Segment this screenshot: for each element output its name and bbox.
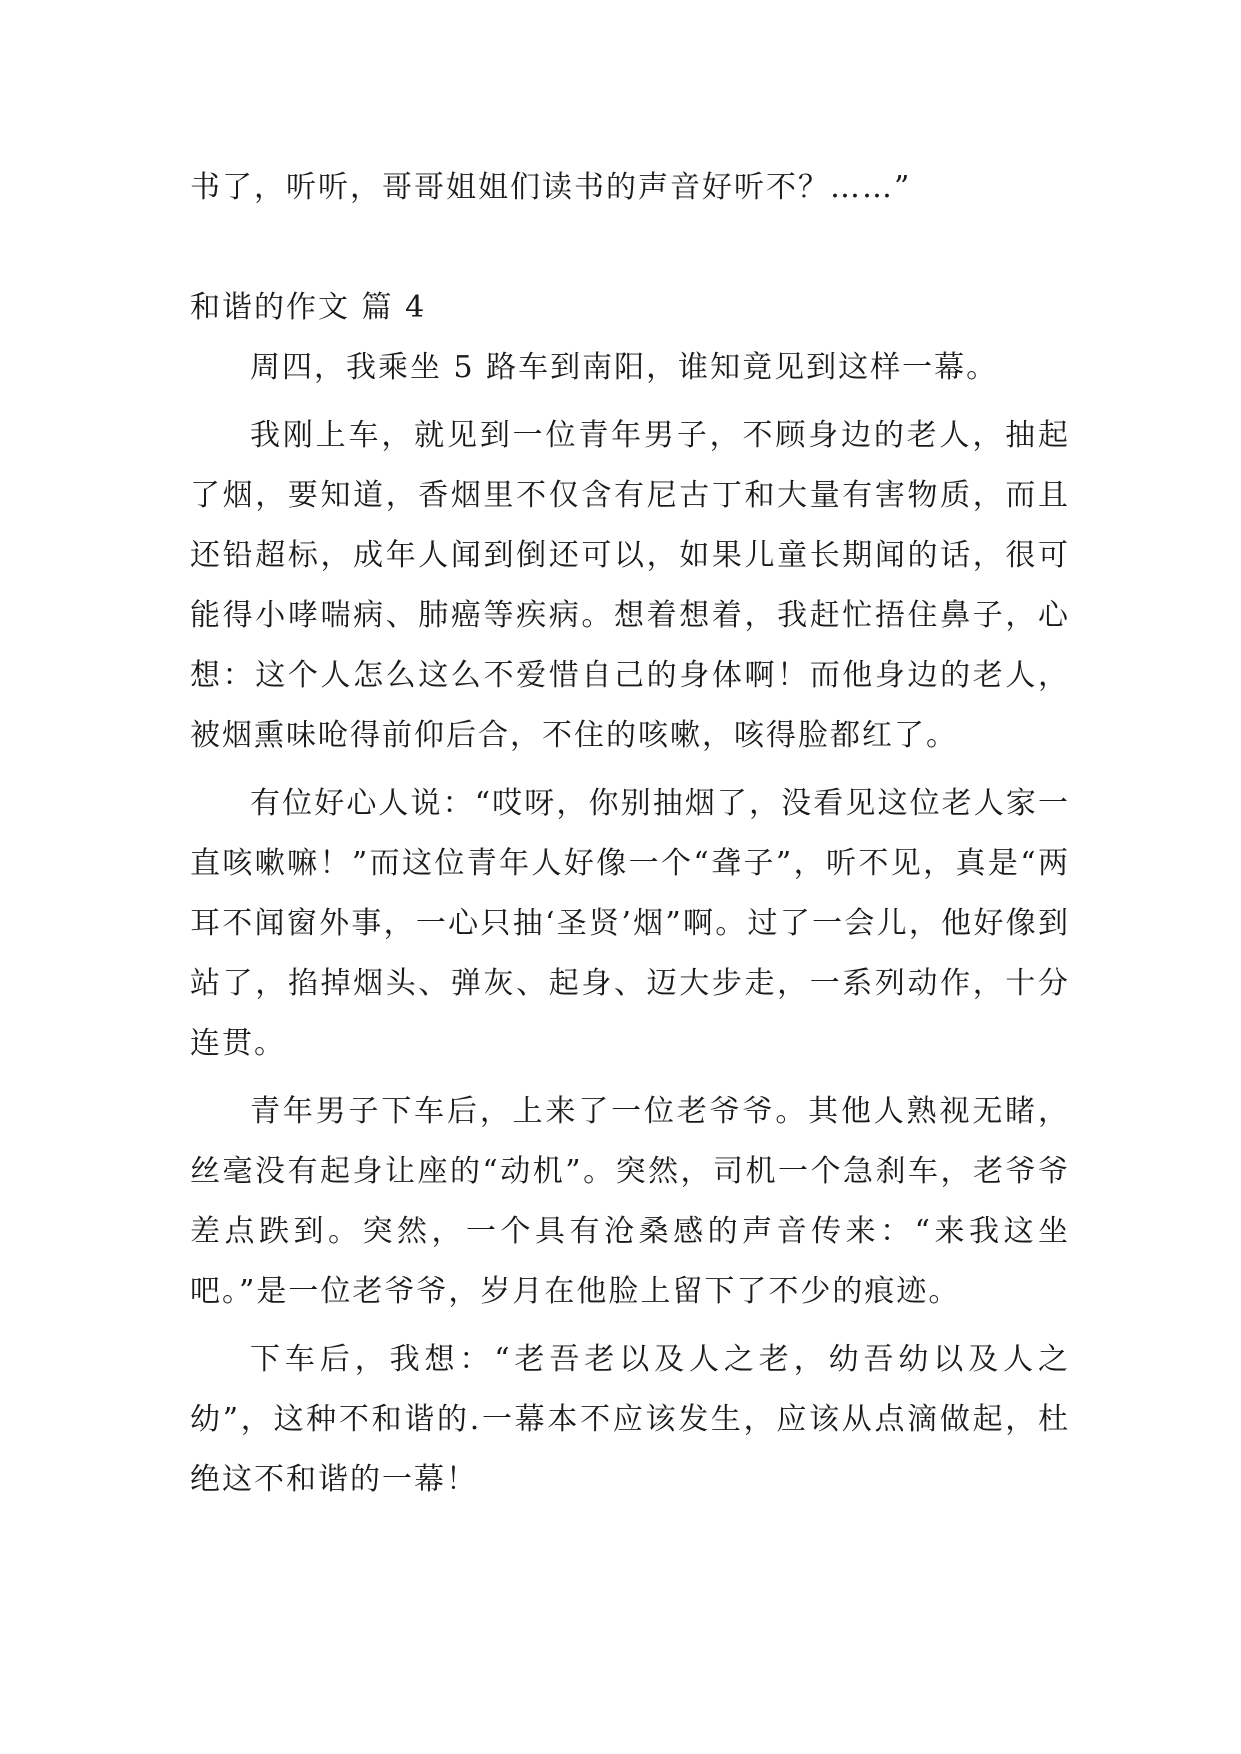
paragraph-1: 周四，我乘坐 5 路车到南阳，谁知竟见到这样一幕。 — [250, 350, 999, 385]
section-title: 和谐的作文 篇 4 — [190, 290, 427, 325]
paragraph-4: 青年男子下车后，上来了一位老爷爷。其他人熟视无睹，丝毫没有起身让座的“动机”。突然，司机一个急刹车，老爷爷差点跌到。突然，一个具有沧桑感的声音传来：“来我这坐吧。”是一位老爷爷，岁月在他脸上留下了不少的痕迹。 — [190, 1094, 1070, 1309]
paragraph-2: 我刚上车，就见到一位青年男子，不顾身边的老人，抽起了烟，要知道，香烟里不仅含有尼古丁和大量有害物质，而且还铅超标，成年人闻到倒还可以，如果儿童长期闻的话，很可能得小哮喘病、肺癌等疾病。想着想着，我赶忙捂住鼻子，心想：这个人怎么这么不爱惜自己的身体啊！而他身边的老人，被烟熏味呛得前仰后合，不住的咳嗽，咳得脸都红了。 — [190, 418, 1070, 753]
paragraph-5: 下车后，我想：“老吾老以及人之老，幼吾幼以及人之幼”，这种不和谐的.一幕本不应该发生，应该从点滴做起，杜绝这不和谐的一幕！ — [190, 1342, 1070, 1497]
continuation-line: 书了，听听，哥哥姐姐们读书的声音好听不？……” — [190, 170, 912, 205]
paragraph-3: 有位好心人说：“哎呀，你别抽烟了，没看见这位老人家一直咳嗽嘛！”而这位青年人好像一个“聋子”，听不见，真是“两耳不闻窗外事，一心只抽‘圣贤’烟”啊。过了一会儿，他好像到站了，掐掉烟头、弹灰、起身、迈大步走，一系列动作，十分连贯。 — [190, 786, 1070, 1061]
essay-body — [190, 338, 1070, 1510]
